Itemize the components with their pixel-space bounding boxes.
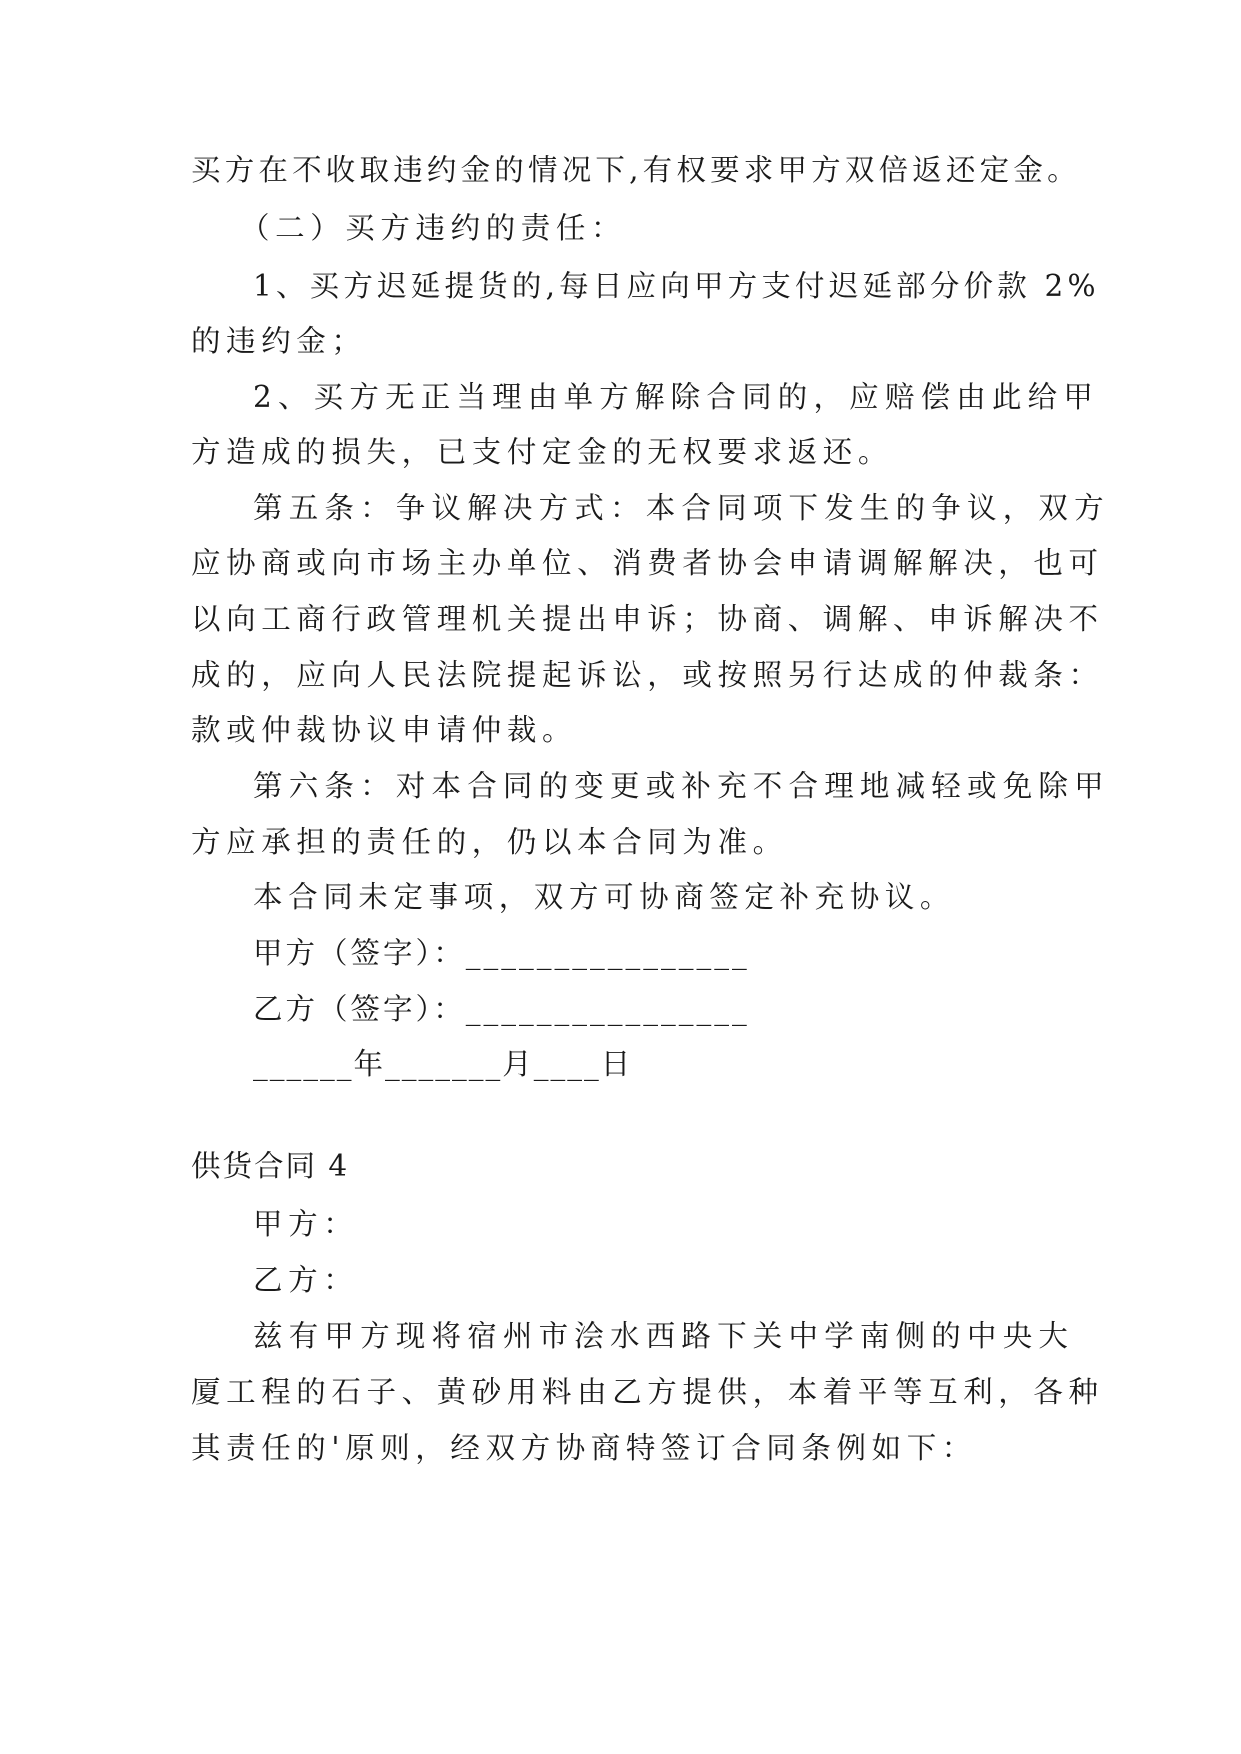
paragraph-line: 厦工程的石子、黄砂用料由乙方提供，本着平等互利，各种 xyxy=(191,1375,1104,1409)
party-a-label: 甲方： xyxy=(253,1207,359,1241)
paragraph-line: 款或仲裁协议申请仲裁。 xyxy=(191,713,578,747)
paragraph-line: 第五条：争议解决方式：本合同项下发生的争议，双方 xyxy=(253,491,1110,525)
paragraph-line: 以向工商行政管理机关提出申诉；协商、调解、申诉解决不 xyxy=(191,602,1104,636)
party-b-label: 乙方： xyxy=(253,1263,359,1297)
party-a-signature-line: 甲方（签字）：________________ xyxy=(253,936,750,970)
section-heading: （二）买方违约的责任： xyxy=(240,211,627,245)
party-b-signature-line: 乙方（签字）：________________ xyxy=(253,992,750,1026)
paragraph-line: 方造成的损失，已支付定金的无权要求返还。 xyxy=(191,435,894,469)
paragraph-line: 兹有甲方现将宿州市浍水西路下关中学南侧的中央大 xyxy=(253,1319,1075,1353)
paragraph-line: 2、买方无正当理由单方解除合同的，应赔偿由此给甲 xyxy=(253,380,1100,414)
paragraph-line: 1、买方迟延提货的,每日应向甲方支付迟延部分价款 2% xyxy=(253,269,1100,303)
paragraph-line: 成的，应向人民法院提起诉讼，或按照另行达成的仲裁条： xyxy=(191,658,1104,692)
date-line: ______年_______月____日 xyxy=(253,1047,633,1081)
paragraph-line: 方应承担的责任的，仍以本合同为准。 xyxy=(191,825,788,859)
paragraph-line: 本合同未定事项，双方可协商签定补充协议。 xyxy=(253,880,956,914)
paragraph-line: 第六条：对本合同的变更或补充不合理地减轻或免除甲 xyxy=(253,769,1110,803)
paragraph-line: 应协商或向市场主办单位、消费者协会申请调解解决，也可 xyxy=(191,546,1104,580)
paragraph-line: 其责任的'原则，经双方协商特签订合同条例如下： xyxy=(191,1431,977,1465)
paragraph-line: 买方在不收取违约金的情况下,有权要求甲方双倍返还定金。 xyxy=(191,153,1081,187)
paragraph-line: 的违约金； xyxy=(191,324,367,358)
contract-title: 供货合同 4 xyxy=(191,1149,350,1183)
